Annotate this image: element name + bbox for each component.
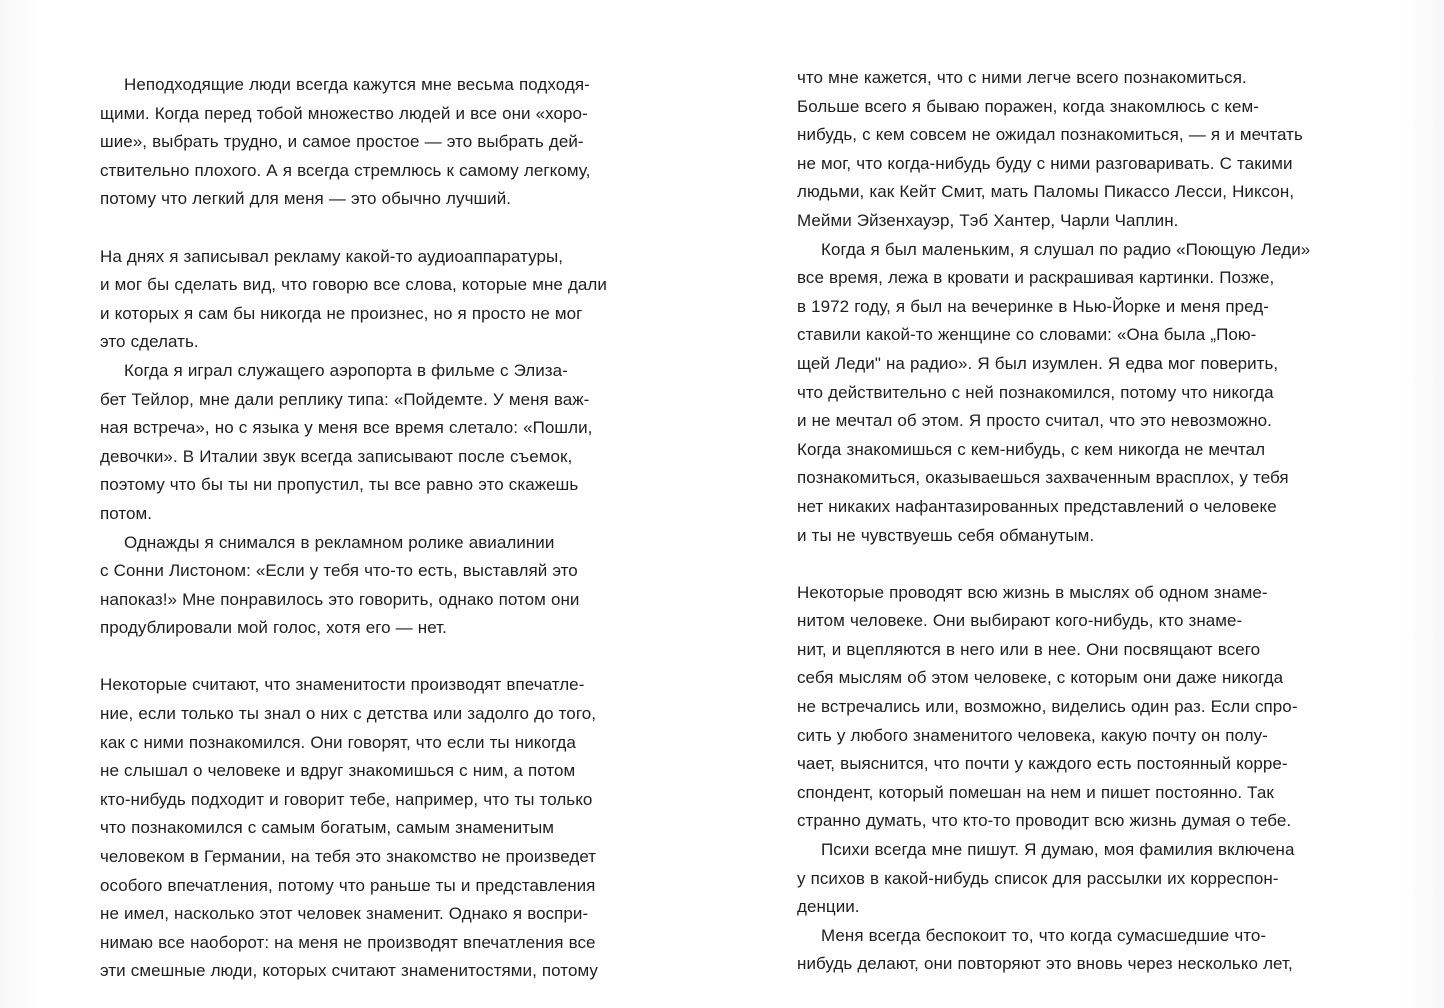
text-line: что мне кажется, что с ними легче всего познакомиться. bbox=[797, 68, 1247, 87]
text-line: в 1972 году, я был на вечеринке в Нью-Йорке и меня пред- bbox=[797, 296, 1269, 316]
text-line: денции. bbox=[797, 897, 860, 917]
text-line: что познакомился с самым богатым, самым знаменитым bbox=[100, 818, 555, 838]
text-line: Однажды я снимался в рекламном ролике авиалинии bbox=[124, 532, 555, 552]
text-line: напоказ!» Мне понравилось это говорить, однако потом они bbox=[100, 589, 580, 609]
right-column bbox=[797, 64, 1427, 979]
text-line: познакомиться, оказываешься захваченным врасплох, у тебя bbox=[797, 468, 1289, 488]
text-line: спондент, который помешан на нем и пишет постоянно. Так bbox=[797, 782, 1274, 802]
text-line: ная встреча», но с языка у меня все время слетало: «Пошли, bbox=[100, 418, 593, 438]
text-line: с Сонни Листоном: «Если у тебя что-то есть, выставляй это bbox=[100, 561, 578, 581]
text-line: не слышал о человеке и вдруг знакомишься с ним, а потом bbox=[100, 761, 576, 781]
text-line: На днях я записывал рекламу какой-то аудиоаппаратуры, bbox=[100, 246, 564, 266]
text-line: щими. Когда перед тобой множество людей и все они «хоро- bbox=[100, 103, 588, 123]
text-line: у психов в какой-нибудь список для рассылки их корреспон- bbox=[797, 868, 1279, 888]
text-line: Психи всегда мне пишут. Я думаю, моя фамилия включена bbox=[821, 840, 1295, 860]
text-line: человеком в Германии, на тебя это знакомство не произведет bbox=[100, 847, 597, 867]
text-line: ствительно плохого. А я всегда стремлюсь к самому легкому, bbox=[100, 160, 591, 180]
text-line: особого впечатления, потому что раньше ты и представления bbox=[100, 875, 596, 895]
text-line: и не мечтал об этом. Я просто считал, что это невозможно. bbox=[797, 411, 1272, 431]
text-line: сить у любого знаменитого человека, какую почту он полу- bbox=[797, 725, 1268, 745]
text-line: все время, лежа в кровати и раскрашивая картинки. Позже, bbox=[797, 268, 1275, 288]
text-line: не встречались или, возможно, виделись один раз. Если спро- bbox=[797, 697, 1298, 717]
text-line: нибудь делают, они повторяют это вновь через несколько лет, bbox=[797, 954, 1293, 974]
text-line: нимаю все наоборот: на меня не производят впечатления все bbox=[100, 932, 596, 952]
text-line: Неподходящие люди всегда кажутся мне весьма подходя- bbox=[124, 75, 590, 94]
text-line: чает, выяснится, что почти у каждого есть постоянный корре- bbox=[797, 754, 1288, 774]
text-line: ние, если только ты знал о них с детства или задолго до того, bbox=[100, 704, 596, 724]
text-line: что действительно с ней познакомился, потому что никогда bbox=[797, 382, 1274, 402]
text-line: эти смешные люди, которых считают знаменитостями, потому bbox=[100, 961, 598, 981]
text-line: ставили какой-то женщине со словами: «Она была „Пою- bbox=[797, 325, 1257, 345]
text-line: Мейми Эйзенхауэр, Тэб Хантер, Чарли Чаплин. bbox=[797, 210, 1179, 230]
text-line: это сделать. bbox=[100, 332, 199, 352]
text-line: бет Тейлор, мне дали реплику типа: «Пойдемте. У меня важ- bbox=[100, 389, 590, 409]
text-line: не имел, насколько этот человек знаменит. Однако я воспри- bbox=[100, 904, 589, 924]
text-line: Меня всегда беспокоит то, что когда сумасшедшие что- bbox=[821, 925, 1267, 945]
text-line: нибудь, с кем совсем не ожидал познакомиться, — я и мечтать bbox=[797, 125, 1303, 145]
text-line: Некоторые считают, что знаменитости производят впечатле- bbox=[100, 675, 585, 695]
text-line: Больше всего я бываю поражен, когда знакомлюсь с кем- bbox=[797, 96, 1259, 116]
paragraph-gap bbox=[797, 550, 1427, 579]
text-line: щей Леди" на радио». Я был изумлен. Я едва мог поверить, bbox=[797, 353, 1279, 373]
text-line: странно думать, что кто-то проводит всю жизнь думая о тебе. bbox=[797, 811, 1292, 831]
text-line: Некоторые проводят всю жизнь в мыслях об одном знаме- bbox=[797, 582, 1268, 602]
text-line: кто-нибудь подходит и говорит тебе, например, что ты только bbox=[100, 789, 593, 809]
text-line: нет никаких нафантазированных представлений о человеке bbox=[797, 496, 1277, 516]
text-line: потом. bbox=[100, 503, 153, 523]
text-line: Когда я играл служащего аэропорта в фильме с Элиза- bbox=[124, 360, 568, 380]
text-line: нитом человеке. Они выбирают кого-нибудь, кто знаме- bbox=[797, 611, 1243, 631]
text-line: шие», выбрать трудно, и самое простое — это выбрать дей- bbox=[100, 132, 584, 152]
paragraph-gap bbox=[100, 214, 715, 243]
text-line: поэтому что бы ты ни пропустил, ты все равно это скажешь bbox=[100, 475, 579, 495]
text-line: Когда я был маленьким, я слушал по радио «Поющую Леди» bbox=[821, 239, 1311, 259]
text-line: себя мыслям об этом человеке, с которым они даже никогда bbox=[797, 668, 1284, 688]
text-line: продублировали мой голос, хотя его — нет. bbox=[100, 618, 447, 638]
text-line: и ты не чувствуешь себя обманутым. bbox=[797, 525, 1095, 545]
text-line: девочки». В Италии звук всегда записывают после съемок, bbox=[100, 446, 573, 466]
text-line: Когда знакомишься с кем-нибудь, с кем никогда не мечтал bbox=[797, 439, 1266, 459]
text-line: нит, и вцепляются в него или в нее. Они посвящают всего bbox=[797, 639, 1261, 659]
text-line: людьми, как Кейт Смит, мать Паломы Пикассо Лесси, Никсон, bbox=[797, 182, 1295, 202]
text-line: как с ними познакомился. Они говорят, что если ты никогда bbox=[100, 732, 576, 752]
text-line: и которых я сам бы никогда не произнес, но я просто не мог bbox=[100, 303, 583, 323]
paragraph-gap bbox=[100, 643, 715, 672]
text-line: и мог бы сделать вид, что говорю все слова, которые мне дали bbox=[100, 275, 607, 295]
text-line: не мог, что когда-нибудь буду с ними разговаривать. С такими bbox=[797, 153, 1293, 173]
left-column bbox=[100, 71, 715, 986]
text-line: потому что легкий для меня — это обычно лучший. bbox=[100, 189, 512, 209]
